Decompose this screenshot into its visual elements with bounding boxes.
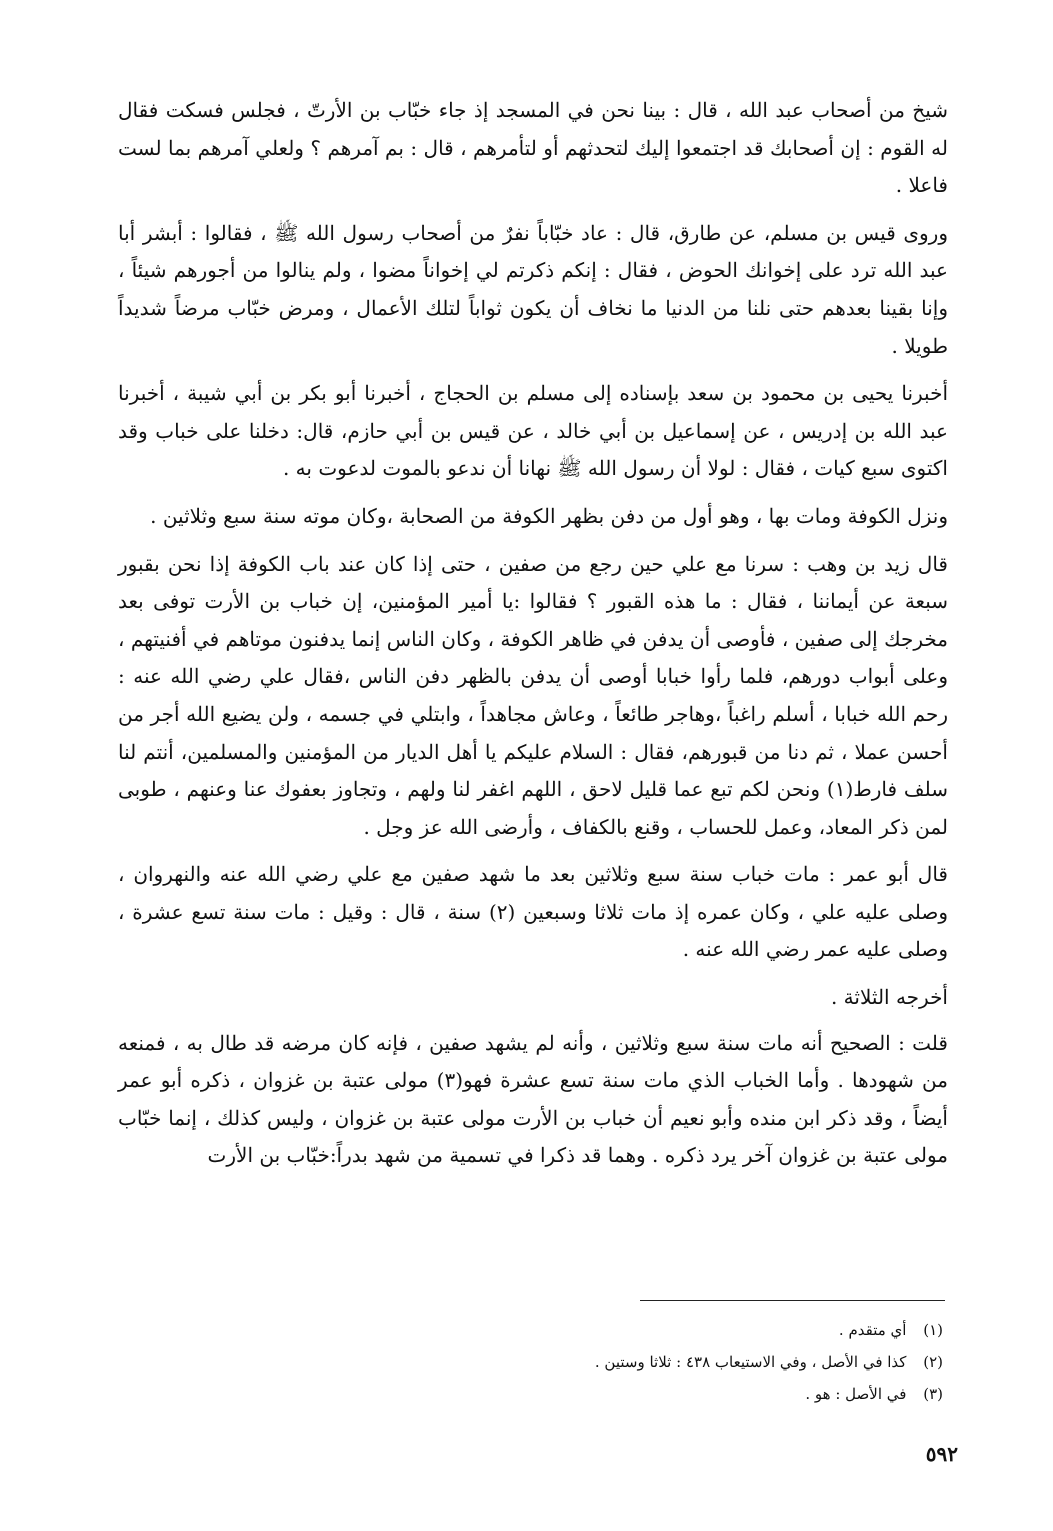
main-text — [118, 92, 948, 1185]
footnote-text: في الأصل : هو . — [805, 1385, 907, 1403]
footnote-divider — [640, 1300, 945, 1301]
footnote-2 — [243, 1346, 943, 1378]
paragraph-6: قال أبو عمر : مات خباب سنة سبع وثلاثين بعد ما شهد صفين مع علي رضي الله عنه والنهروان ، وصلى عليه علي ، وكان عمره إذ مات ثلاثا وسبعين (٢) سنة ، قال : وقيل : مات سنة تسع عشرة ، وصلى عليه عمر رضي الله عنه . — [118, 862, 948, 962]
paragraph-8: قلت : الصحيح أنه مات سنة سبع وثلاثين ، وأنه لم يشهد صفين ، فإنه كان مرضه قد طال به ، فمنعه من شهودها . وأما الخباب الذي مات سنة تسع عشرة فهو(٣) مولى عتبة بن غزوان ، ذكره أبو عمر أيضاً ، وقد ذكر ابن منده وأبو نعيم أن خباب بن الأرت مولى عتبة بن غزوان ، وليس كذلك ، إنما خبّاب مولى عتبة بن غزوان آخر يرد ذكره . وهما قد ذكرا في تسمية من شهد بدراً:خبّاب بن الأرت — [118, 1030, 948, 1168]
page-number: ٥٩٢ — [925, 1442, 958, 1466]
footnote-number: (١) — [923, 1321, 943, 1339]
footnote-text: كذا في الأصل ، وفي الاستيعاب ٤٣٨ : ثلاثا وستين . — [594, 1353, 907, 1371]
paragraph-5: قال زيد بن وهب : سرنا مع علي حين رجع من صفين ، حتى إذا كان عند باب الكوفة إذا نحن بقبور سبعة عن أيماننا ، فقال : ما هذه القبور ؟ فقالوا :يا أمير المؤمنين، إن خباب بن الأرت توفى بعد مخرجك إلى صفين ، فأوصى أن يدفن في ظاهر الكوفة ، وكان الناس إنما يدفنون موتاهم في أفنيتهم ، وعلى أبواب دورهم، فلما رأوا خبابا أوصى أن يدفن بالظهر دفن الناس ،فقال علي رضي الله عنه : رحم الله خبابا ، أسلم راغباً ،وهاجر طائعاً ، وعاش مجاهداً ، وابتلي في جسمه ، ولن يضيع الله أجر من أحسن عملا ، ثم دنا من قبورهم، فقال : السلام عليكم يا أهل الديار من المؤمنين والمسلمين، أنتم لنا سلف فارط(١) ونحن لكم تبع عما قليل لاحق ، اللهم اغفر لنا ولهم ، وتجاوز بعفوك عنا وعنهم ، طوبى لمن ذكر المعاد، وعمل للحساب ، وقنع بالكفاف ، وأرضى الله عز وجل . — [118, 551, 949, 839]
footnotes — [243, 1314, 943, 1410]
paragraph-1: شيخ من أصحاب عبد الله ، قال : بينا نحن في المسجد إذ جاء خبّاب بن الأرتّ ، فجلس فسكت فقال له القوم : إن أصحابك قد اجتمعوا إليك لتحدثهم أو لتأمرهم ، قال : بم آمرهم ؟ ولعلي آمرهم بما لست فاعلا . — [118, 98, 948, 198]
footnote-1 — [243, 1314, 943, 1346]
paragraph-3: أخبرنا يحيى بن محمود بن سعد بإسناده إلى مسلم بن الحجاج ، أخبرنا أبو بكر بن أبي شيبة ، أخبرنا عبد الله بن إدريس ، عن إسماعيل بن أبي خالد ، عن قيس بن أبي حازم، قال: دخلنا على خباب وقد اكتوى سبع كيات ، فقال : لولا أن رسول الله ﷺ نهانا أن ندعو بالموت لدعوت به . — [118, 381, 948, 481]
paragraph-2: وروى قيس بن مسلم، عن طارق، قال : عاد خبّاباً نفرٌ من أصحاب رسول الله ﷺ ، فقالوا : أبشر أبا عبد الله ترد على إخوانك الحوض ، فقال : إنكم ذكرتم لي إخواناً مضوا ، ولم ينالوا من أجورهم شيئاً ، وإنا بقينا بعدهم حتى نلنا من الدنيا ما نخاف أن يكون ثواباً لتلك الأعمال ، ومرض خبّاب مرضاً شديداً طويلا . — [118, 220, 948, 358]
footnote-3 — [243, 1378, 943, 1410]
footnote-text: أي متقدم . — [838, 1321, 907, 1339]
paragraph-7: أخرجه الثلاثة . — [830, 985, 948, 1010]
footnote-number: (٣) — [923, 1385, 943, 1403]
footnote-number: (٢) — [923, 1353, 943, 1371]
paragraph-4: ونزل الكوفة ومات بها ، وهو أول من دفن بظهر الكوفة من الصحابة ،وكان موته سنة سبع وثلاثين . — [150, 503, 948, 528]
